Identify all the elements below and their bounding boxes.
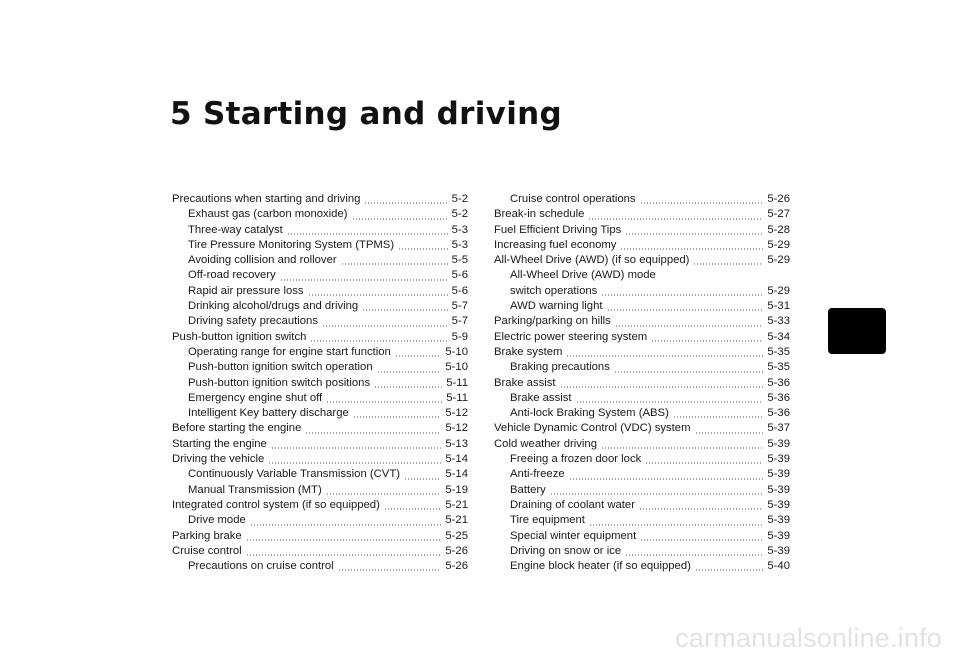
toc-entry[interactable] xyxy=(172,345,468,360)
toc-entry[interactable] xyxy=(172,437,468,452)
dot-leader xyxy=(308,294,448,296)
toc-entry-title: Integrated control system (if so equipped) xyxy=(172,498,380,511)
toc-entry-page: 5-40 xyxy=(767,560,790,573)
toc-entry-title: Continuously Variable Transmission (CVT) xyxy=(188,468,400,481)
toc-right-column xyxy=(494,192,790,574)
toc-entry-page: 5-36 xyxy=(767,391,790,404)
toc-entry[interactable] xyxy=(172,360,468,375)
toc-entry[interactable] xyxy=(494,345,790,360)
toc-entry-title: Parking brake xyxy=(172,529,242,542)
toc-entry-page: 5-6 xyxy=(451,269,468,282)
toc-entry[interactable] xyxy=(494,268,790,299)
toc-entry-title: Drinking alcohol/drugs and driving xyxy=(188,300,359,313)
toc-entry[interactable] xyxy=(494,467,790,482)
toc-entry[interactable] xyxy=(494,391,790,406)
toc-entry[interactable] xyxy=(172,452,468,467)
toc-entry-title: Avoiding collision and rollover xyxy=(188,254,337,267)
dot-leader xyxy=(695,569,764,571)
toc-entry-title: Push-button ignition switch xyxy=(172,330,307,343)
toc-entry-page: 5-39 xyxy=(767,453,790,466)
toc-entry-title: Break-in schedule xyxy=(494,208,585,221)
dot-leader xyxy=(341,263,448,265)
toc-entry[interactable] xyxy=(172,314,468,329)
dot-leader xyxy=(601,447,763,449)
toc-entry-title: Tire Pressure Monitoring System (TPMS) xyxy=(188,238,395,251)
toc-entry-page: 5-14 xyxy=(445,453,468,466)
toc-entry-page: 5-26 xyxy=(767,193,790,205)
dot-leader xyxy=(607,309,764,311)
toc-entry-title: Brake assist xyxy=(510,391,572,404)
toc-entry[interactable] xyxy=(172,544,468,559)
dot-leader xyxy=(651,340,763,342)
dot-leader xyxy=(362,309,447,311)
toc-entry-page: 5-7 xyxy=(451,315,468,328)
toc-entry-page: 5-31 xyxy=(767,300,790,313)
dot-leader xyxy=(645,462,763,464)
toc-entry[interactable] xyxy=(494,483,790,498)
toc-entry-title: Precautions on cruise control xyxy=(188,560,334,573)
toc-entry[interactable] xyxy=(172,406,468,421)
toc-entry-title: Three-way catalyst xyxy=(188,223,283,236)
toc-entry[interactable] xyxy=(172,253,468,268)
toc-entry-title: AWD warning light xyxy=(510,300,603,313)
toc-entry-title: Driving safety precautions xyxy=(188,315,318,328)
toc-entry-title: Before starting the engine xyxy=(172,422,302,435)
toc-entry-page: 5-19 xyxy=(445,483,468,496)
toc-entry-page: 5-39 xyxy=(767,544,790,557)
toc-entry[interactable] xyxy=(172,284,468,299)
toc-entry-title: Starting the engine xyxy=(172,437,267,450)
dot-leader xyxy=(625,554,763,556)
toc-entry-page: 5-5 xyxy=(451,254,468,267)
toc-entry-line xyxy=(510,284,790,299)
dot-leader xyxy=(246,554,442,556)
toc-entry[interactable] xyxy=(172,483,468,498)
toc-entry[interactable] xyxy=(494,223,790,238)
toc-entry[interactable] xyxy=(494,498,790,513)
dot-leader xyxy=(560,386,764,388)
dot-leader xyxy=(695,432,764,434)
dot-leader xyxy=(364,202,447,204)
toc-entry[interactable] xyxy=(172,559,468,574)
toc-entry[interactable] xyxy=(494,513,790,528)
toc-entry[interactable] xyxy=(494,406,790,421)
toc-entry[interactable] xyxy=(494,207,790,222)
dot-leader xyxy=(614,371,764,373)
toc-entry-page: 5-2 xyxy=(451,193,468,205)
toc-entry[interactable] xyxy=(494,299,790,314)
dot-leader xyxy=(625,233,763,235)
toc-entry-title: Electric power steering system xyxy=(494,330,648,343)
chapter-tab-marker xyxy=(828,308,886,354)
toc-entry[interactable] xyxy=(494,544,790,559)
dot-leader xyxy=(305,432,441,434)
toc-entry-title: Cold weather driving xyxy=(494,437,597,450)
dot-leader xyxy=(271,447,442,449)
dot-leader xyxy=(310,340,447,342)
dot-leader xyxy=(280,279,448,281)
toc-entry-page: 5-13 xyxy=(445,437,468,450)
toc-entry-title: Rapid air pressure loss xyxy=(188,284,304,297)
toc-entry-page: 5-29 xyxy=(767,254,790,267)
toc-entry-page: 5-28 xyxy=(767,223,790,236)
toc-entry-title: Manual Transmission (MT) xyxy=(188,483,322,496)
toc-entry[interactable] xyxy=(172,467,468,482)
toc-entry-page: 5-14 xyxy=(445,468,468,481)
toc-entry[interactable] xyxy=(172,498,468,513)
dot-leader xyxy=(569,478,764,480)
dot-leader xyxy=(640,202,764,204)
toc-entry[interactable] xyxy=(494,559,790,574)
toc-entry-title: Vehicle Dynamic Control (VDC) system xyxy=(494,422,691,435)
toc-entry-page: 5-29 xyxy=(767,284,790,297)
dot-leader xyxy=(404,478,441,480)
dot-leader xyxy=(395,355,442,357)
toc-entry-page: 5-6 xyxy=(451,284,468,297)
dot-leader xyxy=(588,218,763,220)
toc-entry-page: 5-29 xyxy=(767,238,790,251)
toc-entry[interactable] xyxy=(494,192,790,207)
dot-leader xyxy=(384,508,442,510)
toc-entry[interactable] xyxy=(172,238,468,253)
toc-entry[interactable] xyxy=(494,238,790,253)
dot-leader xyxy=(566,355,763,357)
dot-leader xyxy=(398,248,448,250)
toc-entry[interactable] xyxy=(494,452,790,467)
dot-leader xyxy=(576,401,764,403)
toc-entry[interactable] xyxy=(172,207,468,222)
toc-entry-page: 5-10 xyxy=(445,361,468,374)
toc-entry[interactable] xyxy=(494,330,790,345)
toc-entry-title: Brake system xyxy=(494,345,563,358)
dot-leader xyxy=(246,539,442,541)
toc-entry-page: 5-35 xyxy=(767,361,790,374)
toc-entry-page: 5-33 xyxy=(767,315,790,328)
toc-entry-title: Intelligent Key battery discharge xyxy=(188,407,349,420)
toc-entry-page: 5-37 xyxy=(767,422,790,435)
toc-entry-page: 5-3 xyxy=(451,238,468,251)
toc-entry[interactable] xyxy=(494,360,790,375)
dot-leader xyxy=(352,218,448,220)
toc-entry-title: Fuel Efficient Driving Tips xyxy=(494,223,622,236)
toc-entry-title: Exhaust gas (carbon monoxide) xyxy=(188,208,348,221)
toc-entry-page: 5-12 xyxy=(445,422,468,435)
dot-leader xyxy=(639,508,763,510)
toc-entry-title: Draining of coolant water xyxy=(510,498,635,511)
toc-entry-page: 5-39 xyxy=(767,498,790,511)
toc-entry-page: 5-39 xyxy=(767,468,790,481)
dot-leader xyxy=(326,401,442,403)
toc-entry-title: Brake assist xyxy=(494,376,556,389)
toc-entry[interactable] xyxy=(494,421,790,436)
dot-leader xyxy=(374,386,442,388)
toc-entry-title: Engine block heater (if so equipped) xyxy=(510,560,691,573)
chapter-title: 5 Starting and driving xyxy=(170,96,562,132)
toc-entry-page: 5-39 xyxy=(767,483,790,496)
toc-entry-page: 5-12 xyxy=(445,407,468,420)
toc-entry-page: 5-21 xyxy=(445,514,468,527)
toc-entry[interactable] xyxy=(172,330,468,345)
toc-entry-page: 5-11 xyxy=(446,376,468,389)
toc-left-column xyxy=(172,192,468,574)
toc-entry-title: Tire equipment xyxy=(510,514,585,527)
toc-entry-title: Driving the vehicle xyxy=(172,453,265,466)
toc-entry-title: Increasing fuel economy xyxy=(494,238,617,251)
toc-entry[interactable] xyxy=(172,513,468,528)
dot-leader xyxy=(550,493,764,495)
toc-entry[interactable] xyxy=(172,421,468,436)
toc-entry-title: Braking precautions xyxy=(510,361,610,374)
dot-leader xyxy=(338,569,442,571)
toc-entry[interactable] xyxy=(494,253,790,268)
toc-entry-title: Anti-freeze xyxy=(510,468,565,481)
toc-entry-title-cont: switch operations xyxy=(510,284,598,297)
watermark: carmanualsonline.info xyxy=(675,623,942,653)
toc-entry-title: Drive mode xyxy=(188,514,246,527)
toc-entry-page: 5-9 xyxy=(451,330,468,343)
dot-leader xyxy=(287,233,448,235)
toc-entry-page: 5-36 xyxy=(767,376,790,389)
toc-entry-title: All-Wheel Drive (AWD) (if so equipped) xyxy=(494,254,690,267)
toc-entry-title: Anti-lock Braking System (ABS) xyxy=(510,407,669,420)
toc-entry-page: 5-34 xyxy=(767,330,790,343)
toc-entry-page: 5-25 xyxy=(445,529,468,542)
toc-entry-page: 5-39 xyxy=(767,529,790,542)
toc-entry-title: Off-road recovery xyxy=(188,269,276,282)
toc-entry[interactable] xyxy=(172,529,468,544)
toc-entry-title: Cruise control operations xyxy=(510,193,636,205)
toc-entry-title: Special winter equipment xyxy=(510,529,637,542)
dot-leader xyxy=(589,524,763,526)
toc-entry-title: Parking/parking on hills xyxy=(494,315,611,328)
dot-leader xyxy=(326,493,442,495)
toc-entry-page: 5-21 xyxy=(445,498,468,511)
dot-leader xyxy=(640,539,763,541)
toc-entry-page: 5-26 xyxy=(445,544,468,557)
toc-entry-page: 5-26 xyxy=(445,560,468,573)
toc-entry-page: 5-7 xyxy=(451,300,468,313)
toc-entry-page: 5-35 xyxy=(767,345,790,358)
dot-leader xyxy=(673,416,764,418)
toc-entry-title: Precautions when starting and driving xyxy=(172,193,361,205)
toc-entry-title: Emergency engine shut off xyxy=(188,391,323,404)
toc-entry[interactable] xyxy=(172,223,468,238)
toc-entry-page: 5-11 xyxy=(446,391,468,404)
toc-entry-page: 5-39 xyxy=(767,437,790,450)
toc-entry[interactable] xyxy=(172,299,468,314)
toc-entry[interactable] xyxy=(494,529,790,544)
dot-leader xyxy=(615,325,764,327)
toc-entry-page: 5-27 xyxy=(767,208,790,221)
toc-entry-title: Driving on snow or ice xyxy=(510,544,622,557)
dot-leader xyxy=(377,371,442,373)
toc-entry-page: 5-36 xyxy=(767,407,790,420)
toc-entry-page: 5-10 xyxy=(445,345,468,358)
toc-entry[interactable] xyxy=(172,192,468,207)
toc-entry-title: Cruise control xyxy=(172,544,242,557)
toc-entry[interactable] xyxy=(172,268,468,283)
dot-leader xyxy=(693,263,763,265)
toc-entry-title: Freeing a frozen door lock xyxy=(510,453,642,466)
toc-entry-page: 5-39 xyxy=(767,514,790,527)
toc-entry-title: Push-button ignition switch positions xyxy=(188,376,371,389)
toc-entry-page: 5-2 xyxy=(451,208,468,221)
toc-entry-title: All-Wheel Drive (AWD) mode xyxy=(510,269,656,282)
toc-entry[interactable] xyxy=(172,376,468,391)
dot-leader xyxy=(268,462,441,464)
toc-entry[interactable] xyxy=(494,437,790,452)
toc-entry-title: Battery xyxy=(510,483,546,496)
toc-entry[interactable] xyxy=(494,314,790,329)
toc-entry[interactable] xyxy=(494,376,790,391)
dot-leader xyxy=(353,416,442,418)
dot-leader xyxy=(250,524,442,526)
toc-entry-title: Push-button ignition switch operation xyxy=(188,361,373,374)
toc-entry[interactable] xyxy=(172,391,468,406)
dot-leader xyxy=(620,248,763,250)
toc-entry-page: 5-3 xyxy=(451,223,468,236)
dot-leader xyxy=(322,325,448,327)
toc-entry-title: Operating range for engine start function xyxy=(188,345,391,358)
dot-leader xyxy=(601,294,763,296)
